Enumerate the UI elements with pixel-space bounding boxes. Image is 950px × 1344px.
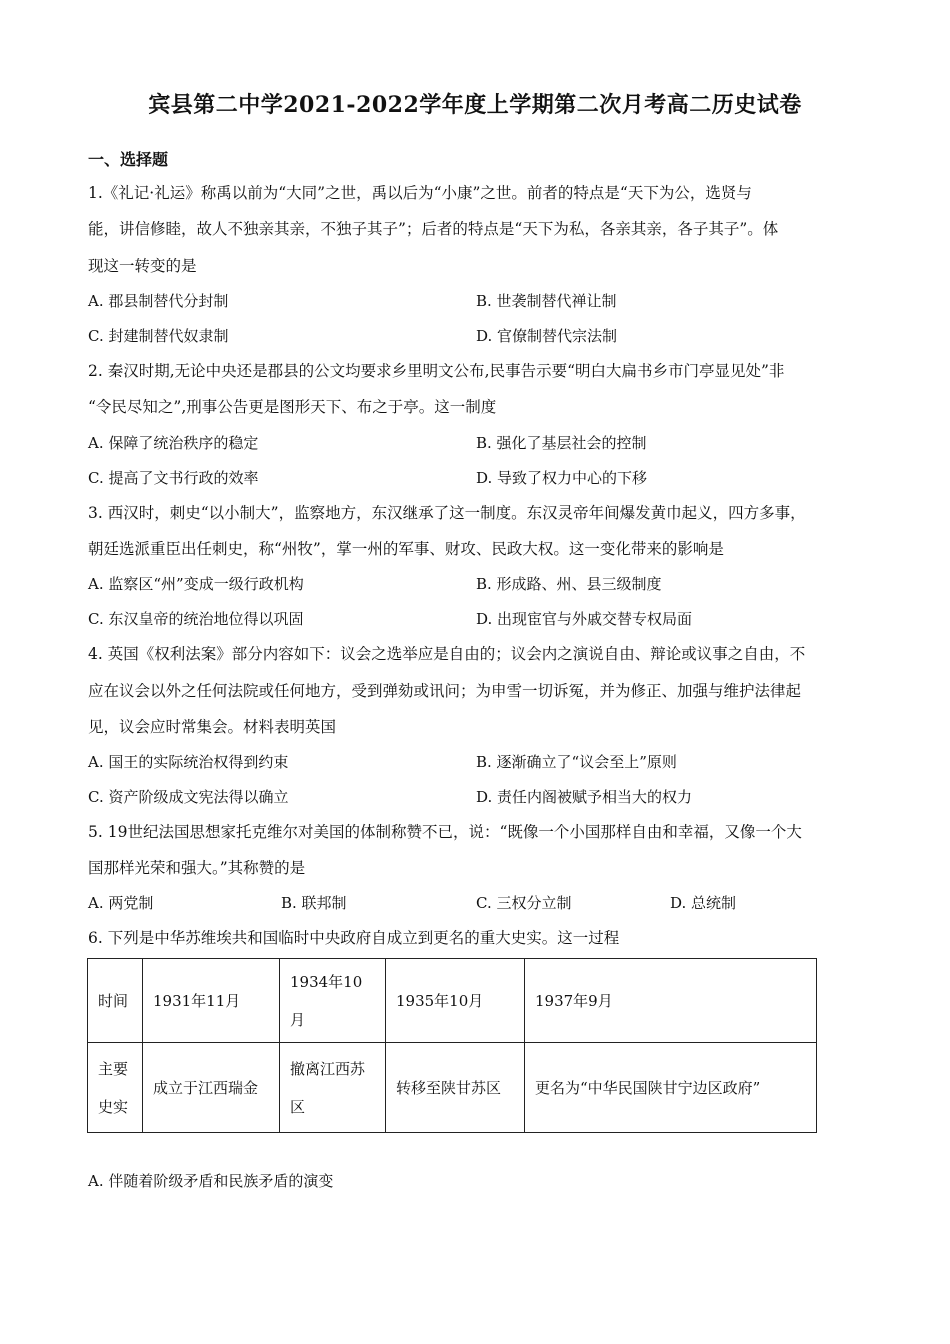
question-1-option-b[interactable]: B. 世袭制替代禅让制 <box>476 292 617 310</box>
table-cell <box>386 959 525 1043</box>
table-cell-text: 1931年11月 <box>153 991 241 1010</box>
question-3-option-d[interactable]: D. 出现宦官与外戚交替专权局面 <box>476 610 693 628</box>
question-4-option-a[interactable]: A. 国王的实际统治权得到约束 <box>88 753 289 771</box>
question-1-text: 能，讲信修睦，故人不独亲其亲，不独子其子”；后者的特点是“天下为私，各亲其亲，各子其子”。体 <box>88 220 779 238</box>
question-1-option-d[interactable]: D. 官僚制替代宗法制 <box>476 327 618 345</box>
table-cell <box>525 1043 817 1133</box>
question-4-option-c[interactable]: C. 资产阶级成文宪法得以确立 <box>88 788 289 806</box>
question-4-text: 见，议会应时常集会。材料表明英国 <box>88 718 337 736</box>
question-3-option-c[interactable]: C. 东汉皇帝的统治地位得以巩固 <box>88 610 304 628</box>
table-cell-header <box>88 959 143 1043</box>
question-6-text: 6. 下列是中华苏维埃共和国临时中央政府自成立到更名的重大史实。这一过程 <box>88 929 620 947</box>
table-row <box>88 959 817 1043</box>
question-3-option-a[interactable]: A. 监察区“州”变成一级行政机构 <box>88 575 304 593</box>
question-6-option-a[interactable]: A. 伴随着阶级矛盾和民族矛盾的演变 <box>88 1172 334 1190</box>
section-heading: 一、选择题 <box>88 150 169 169</box>
question-2-text: 2. 秦汉时期,无论中央还是郡县的公文均要求乡里明文公布,民事告示要“明白大扁书乡市门亭显见处”非 <box>88 362 785 380</box>
table-row <box>88 1043 817 1133</box>
table-cell-header <box>88 1043 143 1133</box>
question-2-option-a[interactable]: A. 保障了统治秩序的稳定 <box>88 434 259 452</box>
table-cell-text: 更名为“中华民国陕甘宁边区政府” <box>535 1078 761 1097</box>
table-cell-text: 1937年9月 <box>535 991 613 1010</box>
question-2-option-c[interactable]: C. 提高了文书行政的效率 <box>88 469 259 487</box>
table-cell <box>525 959 817 1043</box>
table-cell-text: 1935年10月 <box>396 991 484 1010</box>
table-cell <box>280 1043 386 1133</box>
question-5-option-c[interactable]: C. 三权分立制 <box>476 894 572 912</box>
question-3-text: 3. 西汉时，刺史“以小制大”，监察地方，东汉继承了这一制度。东汉灵帝年间爆发黄巾起义，四方多事， <box>88 504 806 522</box>
table-cell <box>143 1043 280 1133</box>
question-4-option-b[interactable]: B. 逐渐确立了“议会至上”原则 <box>476 753 677 771</box>
question-2-option-b[interactable]: B. 强化了基层社会的控制 <box>476 434 647 452</box>
question-1-text: 现这一转变的是 <box>88 257 197 275</box>
question-5-option-d[interactable]: D. 总统制 <box>670 894 737 912</box>
question-5-option-a[interactable]: A. 两党制 <box>88 894 154 912</box>
question-4-text: 应在议会以外之任何法院或任何地方，受到弹劾或讯问；为申雪一切诉冤，并为修正、加强与维护法律起 <box>88 682 802 700</box>
table-cell-text: 转移至陕甘苏区 <box>396 1078 502 1097</box>
table-cell <box>386 1043 525 1133</box>
question-3-text: 朝廷选派重臣出任刺史，称“州牧”，掌一州的军事、财攻、民政大权。这一变化带来的影响是 <box>88 540 724 558</box>
table-cell-text: 1934年10月 <box>290 972 363 1029</box>
question-1-text: 1.《礼记·礼运》称禹以前为“大同”之世，禹以后为“小康”之世。前者的特点是“天下为公，选贤与 <box>88 184 752 202</box>
question-2-text: “令民尽知之”,刑事公告更是图形天下、布之于亭。这一制度 <box>88 398 497 416</box>
table-cell <box>280 959 386 1043</box>
question-3-option-b[interactable]: B. 形成路、州、县三级制度 <box>476 575 662 593</box>
page-title: 宾县第二中学2021-2022学年度上学期第二次月考高二历史试卷 <box>148 92 802 118</box>
question-5-option-b[interactable]: B. 联邦制 <box>281 894 347 912</box>
question-4-option-d[interactable]: D. 责任内阁被赋予相当大的权力 <box>476 788 693 806</box>
table-cell-text: 撤离江西苏区 <box>290 1059 366 1116</box>
table-cell <box>143 959 280 1043</box>
question-1-option-a[interactable]: A. 郡县制替代分封制 <box>88 292 229 310</box>
question-2-option-d[interactable]: D. 导致了权力中心的下移 <box>476 469 648 487</box>
question-5-text: 5. 19世纪法国思想家托克维尔对美国的体制称赞不已，说：“既像一个小国那样自由和幸福，又像一个大 <box>88 823 802 841</box>
table-cell-text: 时间 <box>98 991 129 1010</box>
question-1-option-c[interactable]: C. 封建制替代奴隶制 <box>88 327 229 345</box>
history-events-table <box>87 958 817 1133</box>
table-cell-text: 成立于江西瑞金 <box>153 1078 259 1097</box>
question-5-text: 国那样光荣和强大。”其称赞的是 <box>88 859 306 877</box>
question-4-text: 4. 英国《权利法案》部分内容如下：议会之选举应是自由的；议会内之演说自由、辩论或议事之自由，不 <box>88 645 806 663</box>
table-cell-text: 主要史实 <box>98 1059 129 1116</box>
